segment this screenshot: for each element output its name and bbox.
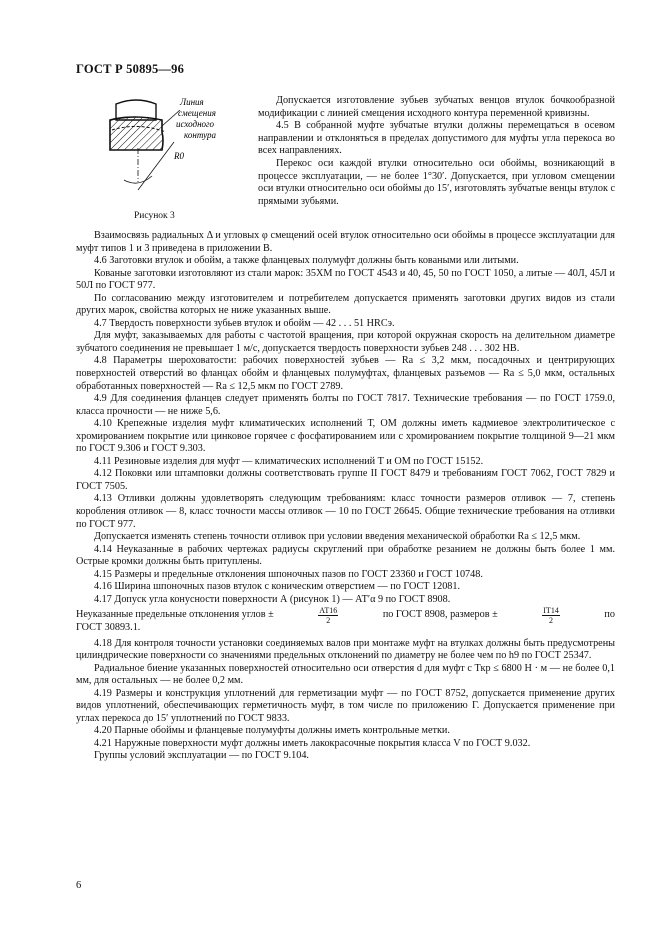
paragraph: 4.18 Для контроля точности установки соединяемых валов при монтаже муфт на втулках должны быть предусмотрены цилиндрические поверхности со значениями предельных отклонений по диаметру не более чем по h9 по ГОСТ 25347. (76, 637, 615, 662)
paragraph: 4.16 Ширина шпоночных пазов втулок с коническим отверстием — по ГОСТ 12081. (94, 581, 461, 593)
paragraph: Перекос оси каждой втулки относительно оси обоймы, возникающий в процессе эксплуатации, — не более 1°30′. Допускается, при угловом смещении оси втулки относительно оси обоймы до 15′, изготовлять зубчатые венцы втулок с прямыми зубьями. (258, 157, 615, 207)
document-header: ГОСТ Р 50895—96 (76, 62, 185, 76)
paragraph: 4.15 Размеры и предельные отклонения шпоночных пазов по ГОСТ 23360 и ГОСТ 10748. (94, 568, 483, 580)
tolerance-line (76, 606, 615, 626)
hatched-tooth (110, 117, 163, 150)
paragraph: 4.6 Заготовки втулок и обойм, а также фланцевых полумуфт должны быть коваными или литыми. (94, 255, 519, 267)
paragraph: 4.21 Наружные поверхности муфт должны иметь лакокрасочные покрытия класса V по ГОСТ 9.032. (94, 737, 531, 749)
label-line-1: Линия (180, 97, 204, 107)
main-text (76, 230, 615, 763)
tooth-profile-drawing (104, 92, 234, 217)
paragraph: 4.5 В собранной муфте зубчатые втулки должны перемещаться в осевом направлении и отклоняться в пределах допустимого для муфты угла перекоса во всех направлениях. (258, 120, 615, 157)
paragraph: 4.13 Отливки должны удовлетворять следующим требованиям: класс точности размеров отливок — 7, степень коробления отливок — 8, класс точности массы отливок — 10 по ГОСТ 26645. Общие технические требования на отливки по ГОСТ 977. (76, 493, 615, 530)
label-line-4: контура (184, 130, 216, 140)
paragraph: 4.9 Для соединения фланцев следует применять болты по ГОСТ 7817. Технические требования — по ГОСТ 1759.0, класса прочности — не ниже 5,6. (76, 393, 615, 417)
paragraph: 4.8 Параметры шероховатости: рабочих поверхностей зубьев — Ra ≤ 3,2 мкм, посадочных и центрирующих поверхностей отверстий во фланцах обойм и фланцевых полумуфтах, фланцевых разъемов — Ra ≤ 5,0 мкм, остальных обработанных поверхностей — Ra ≤ 12,5 мкм по ГОСТ 2789. (76, 355, 615, 392)
paragraph: 4.12 Поковки или штамповки должны соответствовать группе II ГОСТ 8479 и требованиям ГОСТ 7062, ГОСТ 7829 и ГОСТ 7505. (76, 468, 615, 492)
figure-3 (104, 92, 234, 217)
paragraph: ГОСТ 30893.1. (76, 621, 141, 633)
paragraph: 4.10 Крепежные изделия муфт климатических исполнений Т, ОМ должны иметь кадмиевое электролитическое с хромированием покрытие или цинковое горячее с фосфатированием или с хромированием покрытие толщиной 9—21 мкм по ГОСТ 9.306 и ГОСТ 9.303. (76, 418, 615, 455)
tolerance-text-c: по (604, 609, 615, 621)
paragraph: 4.19 Размеры и конструкция уплотнений для герметизации муфт — по ГОСТ 8752, допускается применение других видов уплотнений, обеспечивающих герметичность муфт, в том числе по приложению Г. Допускается применение при углах перекоса до 15′ уплотнений по ГОСТ 9833. (76, 687, 615, 724)
paragraph: Кованые заготовки изготовляют из стали марок: 35ХМ по ГОСТ 4543 и 40, 45, 50 по ГОСТ 1050, а литые — 40Л, 45Л и 50Л по ГОСТ 977. (76, 267, 615, 292)
label-line-2: смещения (178, 108, 216, 118)
paragraph: 4.7 Твердость поверхности зубьев втулок и обойм — 42 . . . 51 HRCэ. (94, 317, 395, 329)
paragraph: Для муфт, заказываемых для работы с частотой вращения, при которой окружная скорость на делительном диаметре зубчатого соединения не превышает 1 м/с, допускается твердость поверхности зубьев 248 . . . 302 НВ. (76, 330, 615, 354)
paragraph: Допускается изменять степень точности отливок при условии введения механической обработки Ra ≤ 12,5 мкм. (94, 531, 581, 543)
label-line-3: исходного (176, 119, 215, 129)
paragraph: По согласованию между изготовителем и потребителем допускается применять заготовки других видов из стали других марок, свойства которых не ниже указанных выше. (76, 292, 615, 317)
paragraph: Группы условий эксплуатации — по ГОСТ 9.104. (94, 750, 309, 762)
right-column-text (258, 95, 615, 208)
paragraph: Взаимосвязь радиальных Δ и угловых φ смещений осей втулок относительно оси обоймы в процессе эксплуатации для муфт типов 1 и 3 приведена в приложении В. (76, 230, 615, 254)
fraction-at16: $\frac{АТ16}{2}$ (319, 606, 338, 626)
radius-label: R0 (174, 151, 184, 161)
paragraph: 4.14 Неуказанные в рабочих чертежах радиусы скруглений при обработке резанием не должны быть более 1 мм. Острые кромки должны быть притуплены. (76, 543, 615, 568)
paragraph: 4.11 Резиновые изделия для муфт — климатических исполнений Т и ОМ по ГОСТ 15152. (94, 455, 484, 467)
fraction-it14: $\frac{IT14}{2}$ (543, 606, 559, 626)
paragraph: Допускается изготовление зубьев зубчатых венцов втулок бочкообразной модификации с линией смещения исходного контура переменной кривизны. (258, 95, 615, 119)
tolerance-text-b: по ГОСТ 8908, размеров ± (382, 609, 498, 621)
paragraph: 4.17 Допуск угла конусности поверхности А (рисунок 1) — АТ′α 9 по ГОСТ 8908. (94, 593, 451, 605)
figure-caption: Рисунок 3 (134, 211, 175, 221)
paragraph: Радиальное биение указанных поверхностей относительно оси отверстия d для муфт с Ткр ≤ 6800 Н · м — не более 0,1 мм, для остальных — не более 0,2 мм. (76, 662, 615, 687)
paragraph: 4.20 Парные обоймы и фланцевые полумуфты должны иметь контрольные метки. (94, 725, 450, 737)
page-number: 6 (76, 880, 82, 891)
tolerance-text-a: Неуказанные предельные отклонения углов ± (76, 609, 274, 621)
